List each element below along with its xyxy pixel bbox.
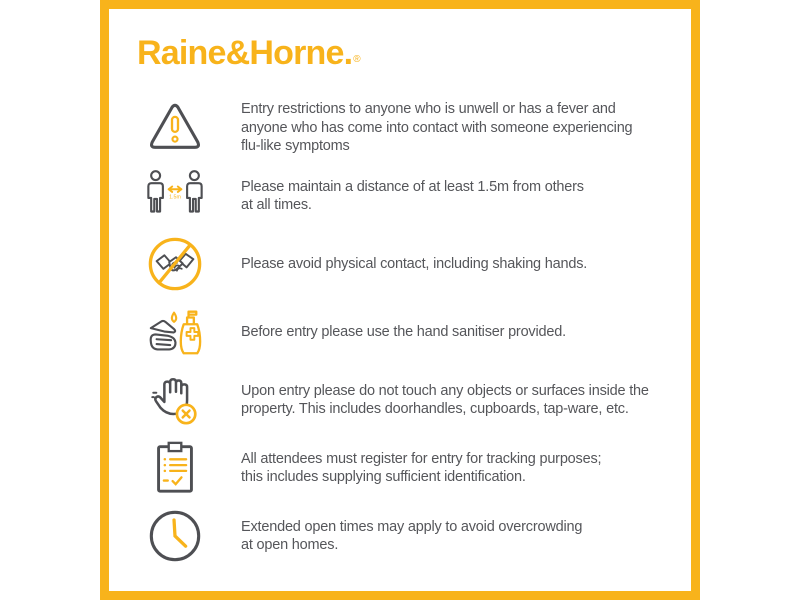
notice-text — [241, 100, 632, 156]
notice-rows — [137, 94, 671, 570]
notice-line: Please maintain a distance of at least 1.5m from others — [241, 178, 584, 195]
notice-line: Before entry please use the hand sanitiser provided. — [241, 323, 566, 340]
notice-text — [241, 382, 649, 419]
notice-row-register — [137, 434, 671, 502]
notice-line: anyone who has come into contact with someone experiencing — [241, 119, 633, 136]
notice-line: at all times. — [241, 197, 312, 213]
hand-sanitiser-icon — [137, 303, 213, 361]
notice-line: Upon entry please do not touch any objects or surfaces inside the — [241, 382, 649, 399]
notice-row-social-distance — [137, 162, 671, 230]
notice-row-entry-restrictions — [137, 94, 671, 162]
clock-icon — [137, 507, 213, 565]
registered-trademark: ® — [353, 54, 360, 65]
no-handshake-icon — [137, 235, 213, 293]
do-not-touch-hand-icon — [137, 371, 213, 429]
logo-period: . — [343, 34, 353, 72]
notice-text — [241, 450, 601, 487]
logo-text: Raine&Horne — [137, 34, 344, 72]
notice-line: at open homes. — [241, 537, 339, 553]
notice-row-no-contact — [137, 230, 671, 298]
social-distance-icon — [137, 167, 213, 225]
notice-text — [241, 178, 584, 215]
notice-line: this includes supplying sufficient identification. — [241, 469, 526, 485]
notice-text — [241, 323, 566, 342]
warning-triangle-icon — [137, 99, 213, 157]
raine-and-horne-logo — [137, 33, 671, 80]
notice-line: flu-like symptoms — [241, 138, 350, 155]
notice-content — [109, 9, 691, 570]
notice-row-sanitiser — [137, 298, 671, 366]
notice-row-open-times — [137, 502, 671, 570]
notice-frame — [100, 0, 700, 600]
register-clipboard-icon — [137, 439, 213, 497]
notice-line: Extended open times may apply to avoid overcrowding — [241, 518, 583, 535]
notice-line: Please avoid physical contact, including shaking hands. — [241, 255, 588, 272]
distance-label: 1.5m — [169, 194, 181, 201]
notice-row-do-not-touch — [137, 366, 671, 434]
notice-text — [241, 255, 587, 274]
notice-line: Entry restrictions to anyone who is unwell or has a fever and — [241, 101, 616, 118]
notice-line: property. This includes doorhandles, cupboards, tap-ware, etc. — [241, 401, 629, 417]
notice-text — [241, 518, 582, 555]
notice-line: All attendees must register for entry for tracking purposes; — [241, 450, 602, 467]
